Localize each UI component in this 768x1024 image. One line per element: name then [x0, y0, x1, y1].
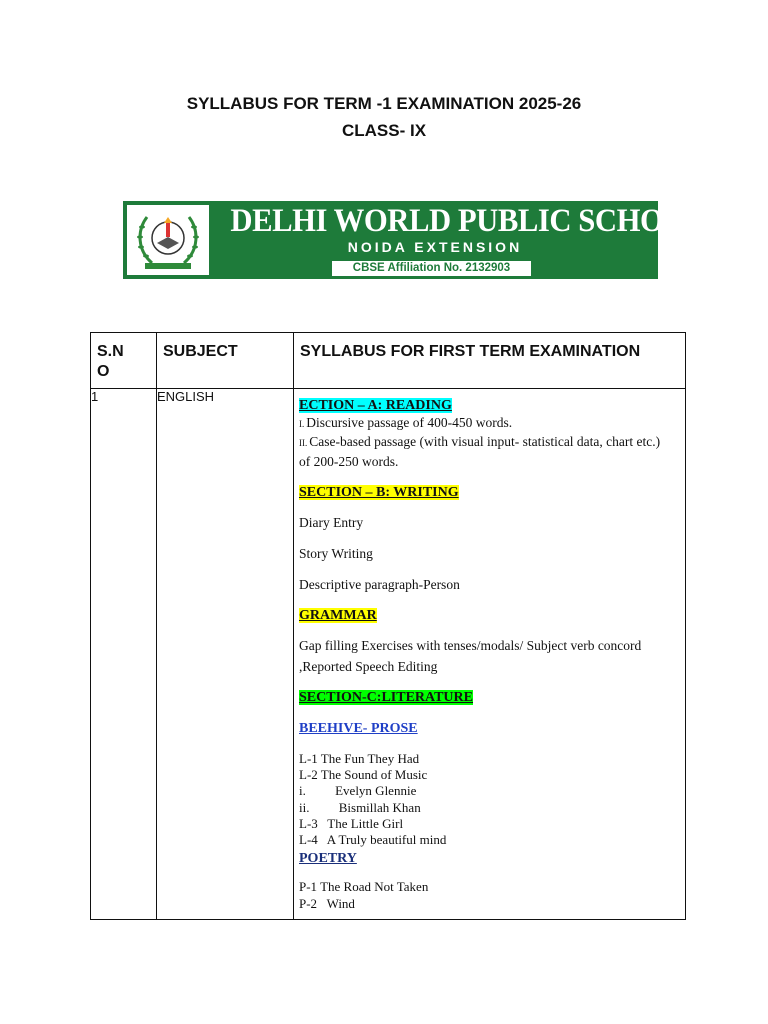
document-title: SYLLABUS FOR TERM -1 EXAMINATION 2025-26: [186, 94, 582, 113]
affiliation-badge: CBSE Affiliation No. 2132903: [332, 261, 531, 276]
header-syllabus: SYLLABUS FOR FIRST TERM EXAMINATION: [294, 333, 686, 389]
writing-item: Story Writing: [299, 546, 373, 561]
prose-item: L-1 The Fun They Had: [299, 751, 420, 766]
prose-heading: BEEHIVE- PROSE: [299, 721, 418, 736]
reading-item-2: II. Case-based passage (with visual input- statistical data, chart etc.): [299, 434, 661, 449]
cell-sno: 1: [91, 389, 157, 920]
writing-heading: SECTION – B: WRITING: [299, 485, 459, 500]
writing-item: Descriptive paragraph-Person: [299, 577, 460, 592]
school-crest-icon: [127, 205, 209, 275]
poetry-heading: POETRY: [299, 851, 357, 866]
cell-subject: ENGLISH: [157, 389, 294, 920]
class-title: CLASS- IX: [341, 121, 427, 140]
table-header-row: [91, 333, 686, 389]
reading-item-2-cont: of 200-250 words.: [299, 454, 399, 469]
grammar-line: Gap filling Exercises with tenses/modals/ Subject verb concord: [299, 638, 642, 653]
poetry-item: P-1 The Road Not Taken: [299, 879, 429, 894]
literature-heading: SECTION-C:LITERATURE: [299, 690, 473, 705]
syllabus-table: [90, 332, 686, 920]
writing-item: Diary Entry: [299, 515, 364, 530]
header-sno: S.N O: [91, 333, 157, 389]
reading-heading: ECTION – A: READING: [299, 398, 452, 413]
prose-item: ii. Bismillah Khan: [299, 800, 421, 815]
prose-item: L-3 The Little Girl: [299, 816, 404, 831]
prose-item: L-4 A Truly beautiful mind: [299, 832, 447, 847]
grammar-line: ,Reported Speech Editing: [299, 659, 438, 674]
reading-item-1: I. Discursive passage of 400-450 words.: [299, 415, 513, 430]
grammar-heading: GRAMMAR: [299, 608, 377, 623]
prose-item: i. Evelyn Glennie: [299, 783, 417, 798]
poetry-item: P-2 Wind: [299, 896, 355, 911]
table-row: [91, 389, 686, 920]
header-subject: SUBJECT: [157, 333, 294, 389]
school-banner: [123, 201, 707, 279]
campus-name: NOIDA EXTENSION: [347, 239, 523, 255]
cell-syllabus: [294, 389, 686, 920]
school-name: DELHI WORLD PUBLIC SCHOOL: [230, 203, 707, 239]
prose-item: L-2 The Sound of Music: [299, 767, 428, 782]
